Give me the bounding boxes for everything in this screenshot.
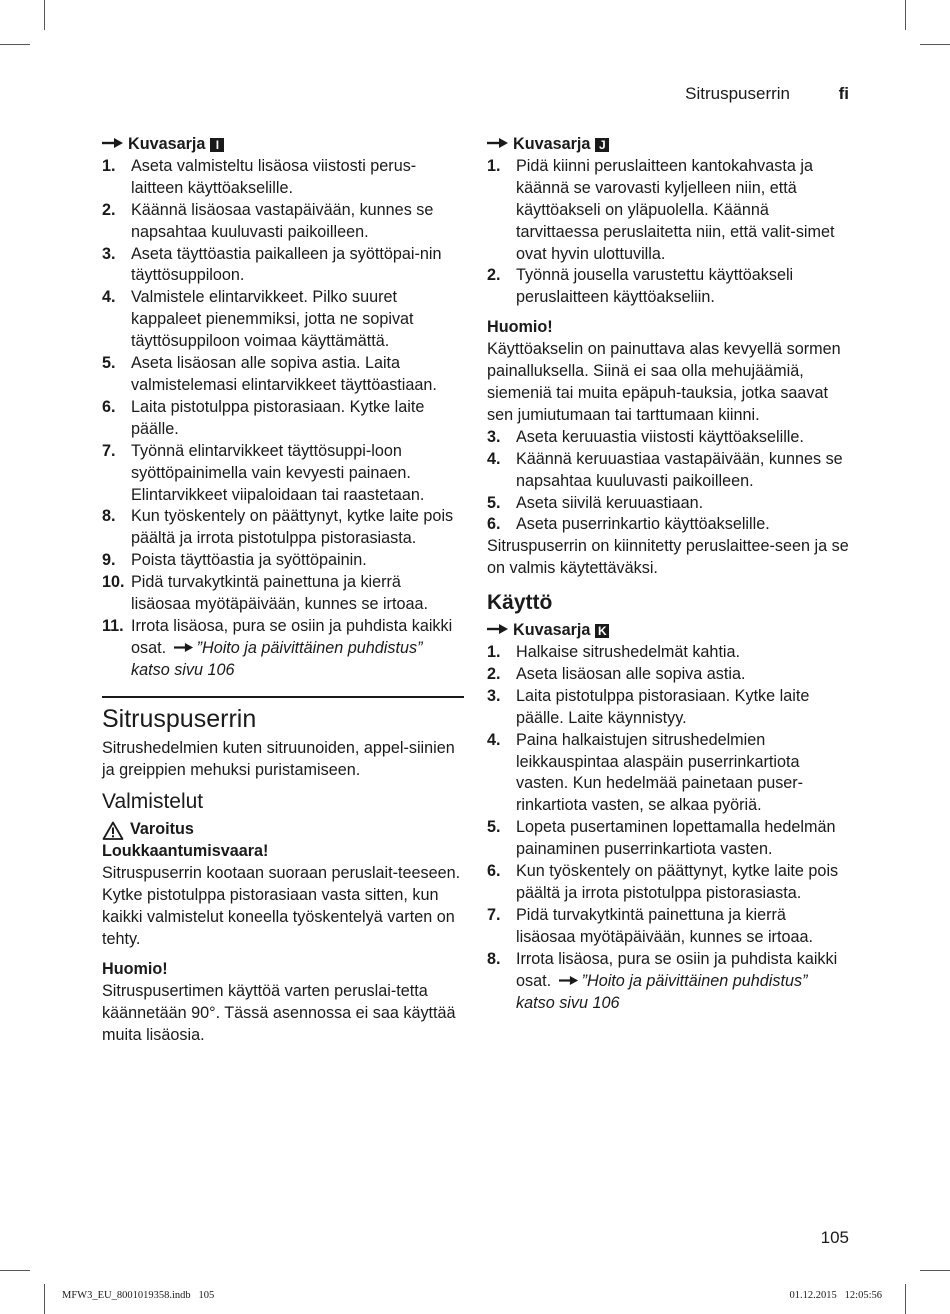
step-text: Lopeta pusertaminen lopettamalla hedelmän painaminen puserrinkartiota vasten. bbox=[516, 818, 836, 859]
list-item bbox=[102, 616, 464, 682]
step-number: 3. bbox=[487, 686, 501, 705]
crop-mark bbox=[0, 44, 30, 45]
series-heading bbox=[487, 620, 849, 642]
step-text: Aseta lisäosan alle sopiva astia. Laita valmistelemasi elintarvikkeet täyttöastiaan. bbox=[131, 354, 437, 394]
step-list bbox=[487, 427, 849, 537]
list-item bbox=[487, 817, 849, 861]
list-item bbox=[487, 949, 849, 1015]
step-number: 2. bbox=[487, 664, 501, 683]
list-item bbox=[487, 514, 849, 536]
list-item bbox=[487, 664, 849, 686]
step-number: 8. bbox=[102, 507, 116, 526]
step-text: Pidä turvakytkintä painettuna ja kierrä lisäosaa myötäpäivään, kunnes se irtoaa. bbox=[516, 905, 813, 946]
step-text: Aseta täyttöastia paikalleen ja syöttöpai-nin täyttösuppiloon. bbox=[131, 244, 442, 285]
footer-timestamp: 01.12.2015 12:05:56 bbox=[789, 1290, 882, 1301]
step-text: Laita pistotulppa pistorasiaan. Kytke laite päälle. Laite käynnistyy. bbox=[516, 686, 810, 727]
arrow-right-icon bbox=[559, 972, 579, 990]
list-item bbox=[487, 427, 849, 449]
step-number: 2. bbox=[102, 200, 116, 219]
header-title: Sitruspuserrin bbox=[685, 84, 790, 103]
step-text: Käännä lisäosaa vastapäivään, kunnes se napsahtaa kuuluvasti paikoilleen. bbox=[131, 200, 434, 241]
list-item bbox=[102, 506, 464, 550]
step-text: Työnnä elintarvikkeet täyttösuppi-loon syöttöpainimella vain kevyesti painaen. Elintarvikkeet viipaloidaan tai raastetaan. bbox=[131, 441, 425, 504]
step-text: Irrota lisäosa, pura se osiin ja puhdista kaikki osat. bbox=[131, 616, 453, 657]
series-label: Kuvasarja bbox=[513, 135, 591, 153]
step-number: 6. bbox=[487, 862, 501, 881]
list-item bbox=[487, 156, 849, 266]
arrow-right-icon bbox=[487, 134, 513, 156]
step-text: Paina halkaistujen sitrushedelmien leikkauspintaa alaspäin puserrinkartiota vasten. Kun hedelmää painetaan puser-rinkartiota vasten, se alkaa pyöriä. bbox=[516, 730, 804, 815]
section-intro: Sitrushedelmien kuten sitruunoiden, appel-siinien ja greippien mehuksi puristamiseen. bbox=[102, 738, 455, 779]
step-list bbox=[487, 642, 849, 949]
step-text: Kun työskentely on päättynyt, kytke laite pois päältä ja irrota pistotulppa pistorasiasta. bbox=[131, 507, 454, 548]
arrow-right-icon bbox=[102, 134, 128, 156]
step-text: Poista täyttöastia ja syöttöpainin. bbox=[131, 551, 367, 570]
step-number: 6. bbox=[102, 397, 116, 416]
list-item bbox=[487, 861, 849, 905]
note-text: Käyttöakselin on painuttava alas kevyellä sormen painalluksella. Siinä ei saa olla mehujäämiä, siemeniä tai muita epäpuh-tauksia, jotka saavat sen jumiutumaan tai tarttumaan kiinni. bbox=[487, 340, 841, 424]
warning-icon bbox=[102, 821, 124, 840]
crop-mark bbox=[0, 1270, 30, 1271]
crop-mark bbox=[920, 1270, 950, 1271]
list-item bbox=[487, 686, 849, 730]
list-item bbox=[487, 905, 849, 949]
step-list bbox=[102, 156, 464, 616]
step-number: 4. bbox=[487, 730, 501, 749]
step-text: Käännä keruuastiaa vastapäivään, kunnes se napsahtaa kuuluvasti paikoilleen. bbox=[516, 449, 843, 490]
step-text: Irrota lisäosa, pura se osiin ja puhdista kaikki osat. bbox=[516, 949, 838, 990]
step-number: 7. bbox=[102, 441, 116, 460]
arrow-right-icon bbox=[174, 639, 194, 657]
crop-mark bbox=[44, 0, 45, 30]
list-item bbox=[102, 441, 464, 507]
list-item bbox=[102, 200, 464, 244]
step-text: Kun työskentely on päättynyt, kytke laite pois päältä ja irrota pistotulppa pistorasiasta. bbox=[516, 862, 839, 902]
crop-mark bbox=[920, 44, 950, 45]
arrow-right-icon bbox=[487, 620, 513, 642]
list-item bbox=[487, 449, 849, 493]
series-label: Kuvasarja bbox=[513, 621, 591, 640]
list-item bbox=[102, 244, 464, 288]
step-text: Aseta puserrinkartio käyttöakselille. bbox=[516, 515, 770, 534]
series-heading bbox=[102, 134, 464, 156]
right-column bbox=[487, 134, 849, 1014]
step-text: Halkaise sitrushedelmät kahtia. bbox=[516, 643, 741, 662]
note-label: Huomio! bbox=[102, 959, 168, 978]
step-number: 5. bbox=[102, 354, 116, 373]
list-item bbox=[102, 287, 464, 353]
page-header bbox=[0, 84, 950, 108]
series-letter: J bbox=[595, 138, 609, 152]
crop-mark bbox=[905, 1284, 906, 1314]
step-text: Aseta siivilä keruuastiaan. bbox=[516, 493, 704, 512]
step-text: Aseta keruuastia viistosti käyttöakselille. bbox=[516, 427, 804, 446]
assembly-complete-text: Sitruspuserrin on kiinnitetty peruslaittee-seen ja se on valmis käytettäväksi. bbox=[487, 537, 849, 578]
step-number: 6. bbox=[487, 515, 501, 534]
note-text: Sitruspusertimen käyttöä varten peruslai-tetta käännetään 90°. Tässä asennossa ei saa käyttää muita lisäosia. bbox=[102, 981, 456, 1044]
warning-heading bbox=[102, 819, 464, 841]
step-number: 11. bbox=[102, 616, 124, 635]
cross-reference-link[interactable]: ”Hoito ja päivittäinen puhdistus” katso sivu 106 bbox=[131, 638, 423, 679]
series-letter: I bbox=[210, 138, 224, 152]
list-item bbox=[102, 572, 464, 616]
list-item bbox=[102, 550, 464, 572]
step-list bbox=[487, 949, 849, 1015]
list-item bbox=[487, 493, 849, 515]
step-number: 4. bbox=[487, 449, 501, 468]
step-number: 3. bbox=[102, 244, 116, 263]
list-item bbox=[487, 642, 849, 664]
list-item bbox=[102, 397, 464, 441]
step-number: 1. bbox=[102, 156, 116, 175]
subsection-title: Valmistelut bbox=[102, 790, 204, 814]
step-number: 7. bbox=[487, 905, 501, 924]
step-text: Pidä kiinni peruslaitteen kantokahvasta ja käännä se varovasti kyljelleen niin, että käyttöakseli on yläpuolella. Käännä tarvittaessa peruslaitetta niin, että valit-simet ovat hyvin ulottuvilla. bbox=[516, 156, 835, 263]
step-text: Valmistele elintarvikkeet. Pilko suuret kappaleet pienemmiksi, jotta ne sopivat täyttösuppiloon voimaa käyttämättä. bbox=[131, 288, 414, 351]
series-heading bbox=[487, 134, 849, 156]
series-label: Kuvasarja bbox=[128, 135, 206, 153]
step-number: 9. bbox=[102, 551, 116, 570]
step-number: 2. bbox=[487, 266, 501, 285]
page-number: 105 bbox=[820, 1228, 849, 1247]
list-item bbox=[102, 353, 464, 397]
left-column bbox=[102, 134, 464, 1047]
list-item bbox=[102, 156, 464, 200]
step-number: 5. bbox=[487, 493, 501, 512]
step-number: 10. bbox=[102, 573, 125, 592]
section-title: Sitruspuserrin bbox=[102, 704, 257, 733]
warning-text: Sitruspuserrin kootaan suoraan peruslait-teeseen. Kytke pistotulppa pistorasiaan vasta sitten, kun kaikki valmistelut koneella työskentelyä varten on tehty. bbox=[102, 864, 461, 948]
warning-title: Loukkaantumisvaara! bbox=[102, 842, 269, 861]
step-number: 8. bbox=[487, 949, 501, 968]
list-item bbox=[487, 730, 849, 818]
step-text: Pidä turvakytkintä painettuna ja kierrä lisäosaa myötäpäivään, kunnes se irtoaa. bbox=[131, 573, 428, 614]
step-number: 5. bbox=[487, 818, 501, 837]
section-divider bbox=[102, 696, 464, 698]
crop-mark bbox=[905, 0, 906, 30]
cross-reference-link[interactable]: ”Hoito ja päivittäinen puhdistus” katso sivu 106 bbox=[516, 971, 808, 1012]
step-number: 1. bbox=[487, 643, 501, 662]
step-text: Työnnä jousella varustettu käyttöakseli peruslaitteen käyttöakseliin. bbox=[516, 266, 794, 307]
series-letter: K bbox=[595, 624, 609, 638]
warning-label: Varoitus bbox=[130, 820, 194, 839]
section-title: Käyttö bbox=[487, 591, 553, 615]
step-list bbox=[102, 616, 464, 682]
step-text: Laita pistotulppa pistorasiaan. Kytke laite päälle. bbox=[131, 397, 425, 438]
note-label: Huomio! bbox=[487, 318, 553, 337]
list-item bbox=[487, 265, 849, 309]
footer-file-name: MFW3_EU_8001019358.indb 105 bbox=[62, 1290, 215, 1301]
step-number: 4. bbox=[102, 288, 116, 307]
step-text: Aseta valmisteltu lisäosa viistosti perus-laitteen käyttöakselille. bbox=[131, 156, 417, 197]
step-list bbox=[487, 156, 849, 309]
step-text: Aseta lisäosan alle sopiva astia. bbox=[516, 664, 746, 683]
crop-mark bbox=[44, 1284, 45, 1314]
header-language: fi bbox=[838, 84, 849, 103]
step-number: 3. bbox=[487, 427, 501, 446]
step-number: 1. bbox=[487, 156, 501, 175]
